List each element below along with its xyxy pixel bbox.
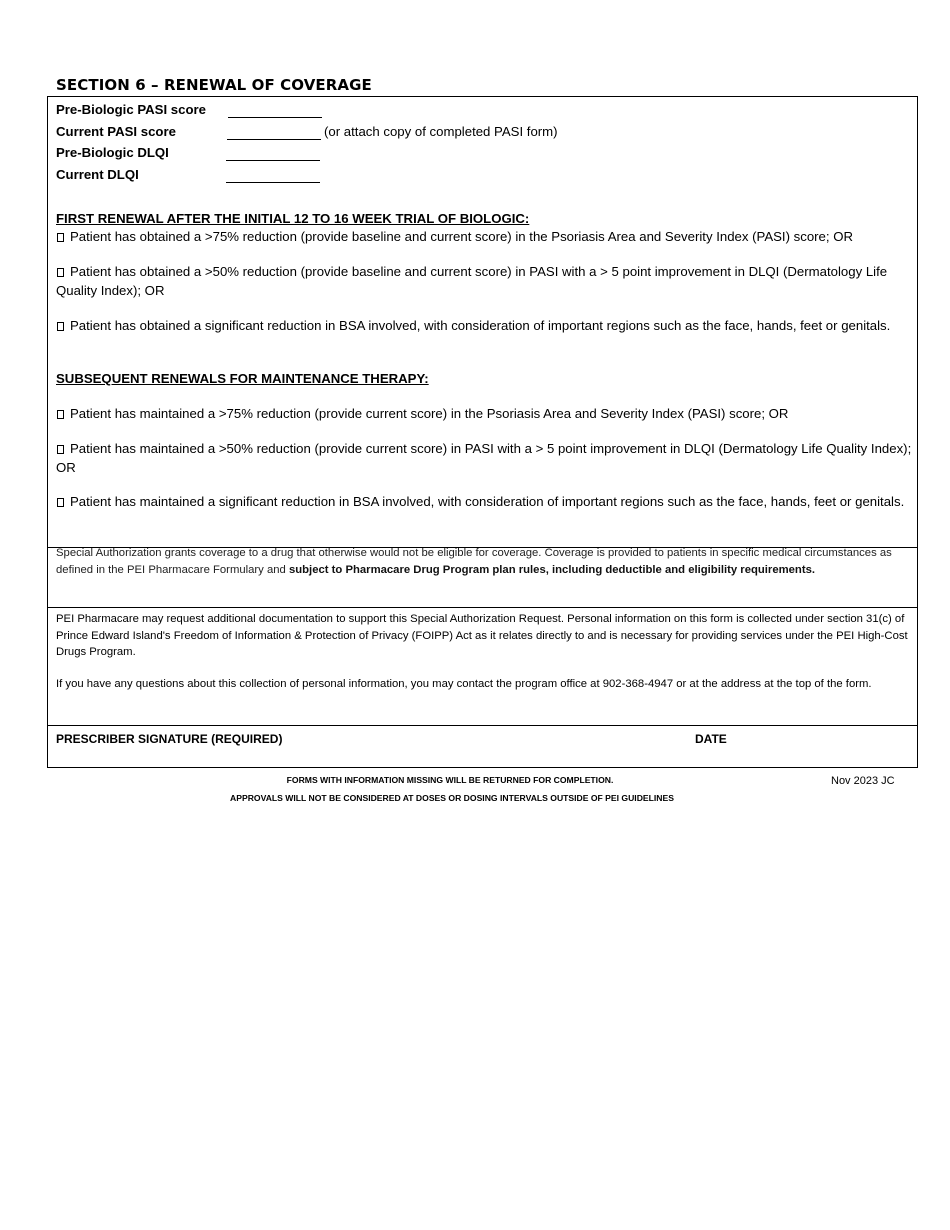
footer-missing-info: FORMS WITH INFORMATION MISSING WILL BE RETURNED FOR COMPLETION.: [286, 775, 614, 785]
option-label: Patient has maintained a >75% reduction (provide current score) in the Psoriasis Area and Severity Index (PASI) score; OR: [70, 406, 789, 421]
privacy-paragraph-1: PEI Pharmacare may request additional documentation to support this Special Authorization Request. Personal information on this form is collected under section 31(c) of Prince Edward Island's Freedom of Information & Protection of Privacy (FOIPP) Act as it relates directly to and is necessary for providing services under the PEI High-Cost Drugs Program.: [56, 613, 908, 658]
first-renewal-heading: FIRST RENEWAL AFTER THE INITIAL 12 TO 16 WEEK TRIAL OF BIOLOGIC:: [56, 211, 530, 226]
subsequent-renewal-option-3[interactable]: [56, 492, 912, 511]
first-renewal-option-2[interactable]: [56, 262, 912, 300]
first-renewal-option-1[interactable]: [56, 227, 912, 246]
option-label: Patient has obtained a >50% reduction (provide baseline and current score) in PASI with a > 5 point improvement in DLQI (Dermatology Life Quality Index); OR: [56, 264, 888, 298]
checkbox[interactable]: [57, 233, 64, 242]
pre-biologic-dlqi-label: Pre-Biologic DLQI: [56, 145, 169, 160]
section-title: SECTION 6 – RENEWAL OF COVERAGE: [56, 76, 372, 94]
option-label: Patient has maintained a >50% reduction (provide current score) in PASI with a > 5 point improvement in DLQI (Dermatology Life Quality Index); OR: [56, 441, 912, 475]
current-pasi-label: Current PASI score: [56, 124, 176, 139]
option-label: Patient has obtained a significant reduction in BSA involved, with consideration of important regions such as the face, hands, feet or genitals.: [70, 318, 891, 333]
option-label: Patient has obtained a >75% reduction (provide baseline and current score) in the Psoriasis Area and Severity Index (PASI) score; OR: [70, 229, 853, 244]
authorization-note-bold: subject to Pharmacare Drug Program plan rules, including deductible and eligibility requirements.: [288, 563, 816, 576]
divider: [48, 607, 917, 608]
date-label: DATE: [695, 732, 727, 746]
checkbox[interactable]: [57, 498, 64, 507]
current-dlqi-field[interactable]: [226, 168, 320, 183]
checkbox[interactable]: [57, 445, 64, 454]
checkbox[interactable]: [57, 268, 64, 277]
form-version: Nov 2023 JC: [831, 775, 895, 787]
checkbox[interactable]: [57, 322, 64, 331]
current-pasi-field[interactable]: [227, 125, 321, 140]
subsequent-renewal-option-2[interactable]: [56, 439, 912, 477]
pre-biologic-dlqi-field[interactable]: [226, 146, 320, 161]
privacy-paragraph-2: If you have any questions about this collection of personal information, you may contact the program office at 902-368-4947 or at the address at the top of the form.: [56, 678, 872, 690]
option-label: Patient has maintained a significant reduction in BSA involved, with consideration of important regions such as the face, hands, feet or genitals.: [70, 494, 905, 509]
pre-biologic-pasi-field[interactable]: [228, 103, 322, 118]
footer-approvals: APPROVALS WILL NOT BE CONSIDERED AT DOSES OR DOSING INTERVALS OUTSIDE OF PEI GUIDELINES: [230, 793, 674, 803]
checkbox[interactable]: [57, 410, 64, 419]
first-renewal-option-3[interactable]: [56, 316, 912, 335]
subsequent-renewal-option-1[interactable]: [56, 404, 912, 423]
pre-biologic-pasi-label: Pre-Biologic PASI score: [56, 102, 206, 117]
authorization-note: [56, 545, 912, 578]
authorization-note-text: Special Authorization grants coverage to a drug that otherwise would not be eligible for coverage. Coverage is provided to patients in specific medical circumstances as defined in the PEI Pharmacare Formulary and: [56, 547, 892, 576]
divider: [48, 725, 917, 726]
subsequent-renewals-heading: SUBSEQUENT RENEWALS FOR MAINTENANCE THERAPY:: [56, 371, 429, 386]
current-dlqi-label: Current DLQI: [56, 167, 139, 182]
renewal-form: [47, 96, 918, 768]
prescriber-signature-label: PRESCRIBER SIGNATURE (REQUIRED): [56, 732, 283, 746]
current-pasi-note: (or attach copy of completed PASI form): [324, 124, 558, 139]
